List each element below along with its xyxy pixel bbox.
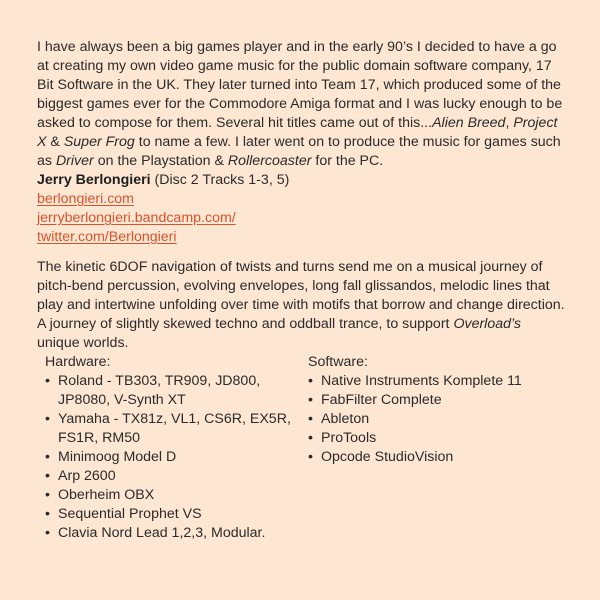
game-title: Project X	[37, 115, 558, 150]
list-item: • ProTools	[308, 429, 558, 448]
intro-text: I have always been a big games player and in the early 90’s I decided to have a go at creating my own video game music for the public domain software company, 17 Bit Software in the UK. They later turned into Team 17, which produced some of the biggest games ever for the Commodore Amiga format and I was lucky enough to be asked to compose for them. Several hit titles came out of this...	[37, 39, 563, 131]
artist-tracks: (Disc 2 Tracks 1-3, 5)	[150, 172, 290, 188]
list-item: • Arp 2600	[45, 467, 295, 486]
list-item: • Ableton	[308, 410, 558, 429]
artist-credit	[37, 171, 567, 247]
bandcamp-link[interactable]: jerryberlongieri.bandcamp.com/	[37, 210, 236, 226]
hardware-list	[45, 353, 295, 543]
intro-paragraph	[37, 38, 567, 171]
intro-text: &	[46, 134, 64, 150]
website-link[interactable]: berlongieri.com	[37, 191, 134, 207]
list-item: • Sequential Prophet VS	[45, 505, 295, 524]
artist-name: Jerry Berlongieri	[37, 172, 151, 188]
list-item: • Roland - TB303, TR909, JD800, JP8080, V-Synth XT	[45, 372, 295, 410]
list-item: • Opcode StudioVision	[308, 448, 558, 467]
game-title: Rollercoaster	[227, 153, 312, 169]
intro-text: to name a few. I later went on to produce the music for games such as	[37, 134, 561, 169]
list-item: • Clavia Nord Lead 1,2,3, Modular.	[45, 524, 295, 543]
description-paragraph	[37, 258, 567, 353]
software-heading: Software:	[308, 354, 368, 370]
list-item: • Yamaha - TX81z, VL1, CS6R, EX5R, FS1R, RM50	[45, 410, 295, 448]
intro-text: ,	[505, 115, 514, 131]
intro-text: on the Playstation &	[93, 153, 228, 169]
artist-heading	[37, 171, 567, 190]
software-list	[308, 353, 558, 467]
list-item: • Oberheim OBX	[45, 486, 295, 505]
description-text: unique worlds.	[37, 335, 129, 351]
description-text: The kinetic 6DOF navigation of twists and turns send me on a musical journey of pitch-bend percussion, evolving envelopes, long fall glissandos, melodic lines that play and intertwine unfolding over time with motifs that borrow and change direction. A journey of slightly skewed techno and oddball trance, to support	[37, 259, 565, 332]
list-item: • FabFilter Complete	[308, 391, 558, 410]
game-title: Driver	[55, 153, 94, 169]
game-title: Alien Breed	[432, 115, 506, 131]
twitter-link[interactable]: twitter.com/Berlongieri	[37, 229, 177, 245]
list-item: • Native Instruments Komplete 11	[308, 372, 558, 391]
game-title: Overload’s	[453, 316, 521, 332]
intro-text: for the PC.	[311, 153, 384, 169]
list-item: • Minimoog Model D	[45, 448, 295, 467]
game-title: Super Frog	[63, 134, 135, 150]
hardware-heading: Hardware:	[45, 354, 111, 370]
